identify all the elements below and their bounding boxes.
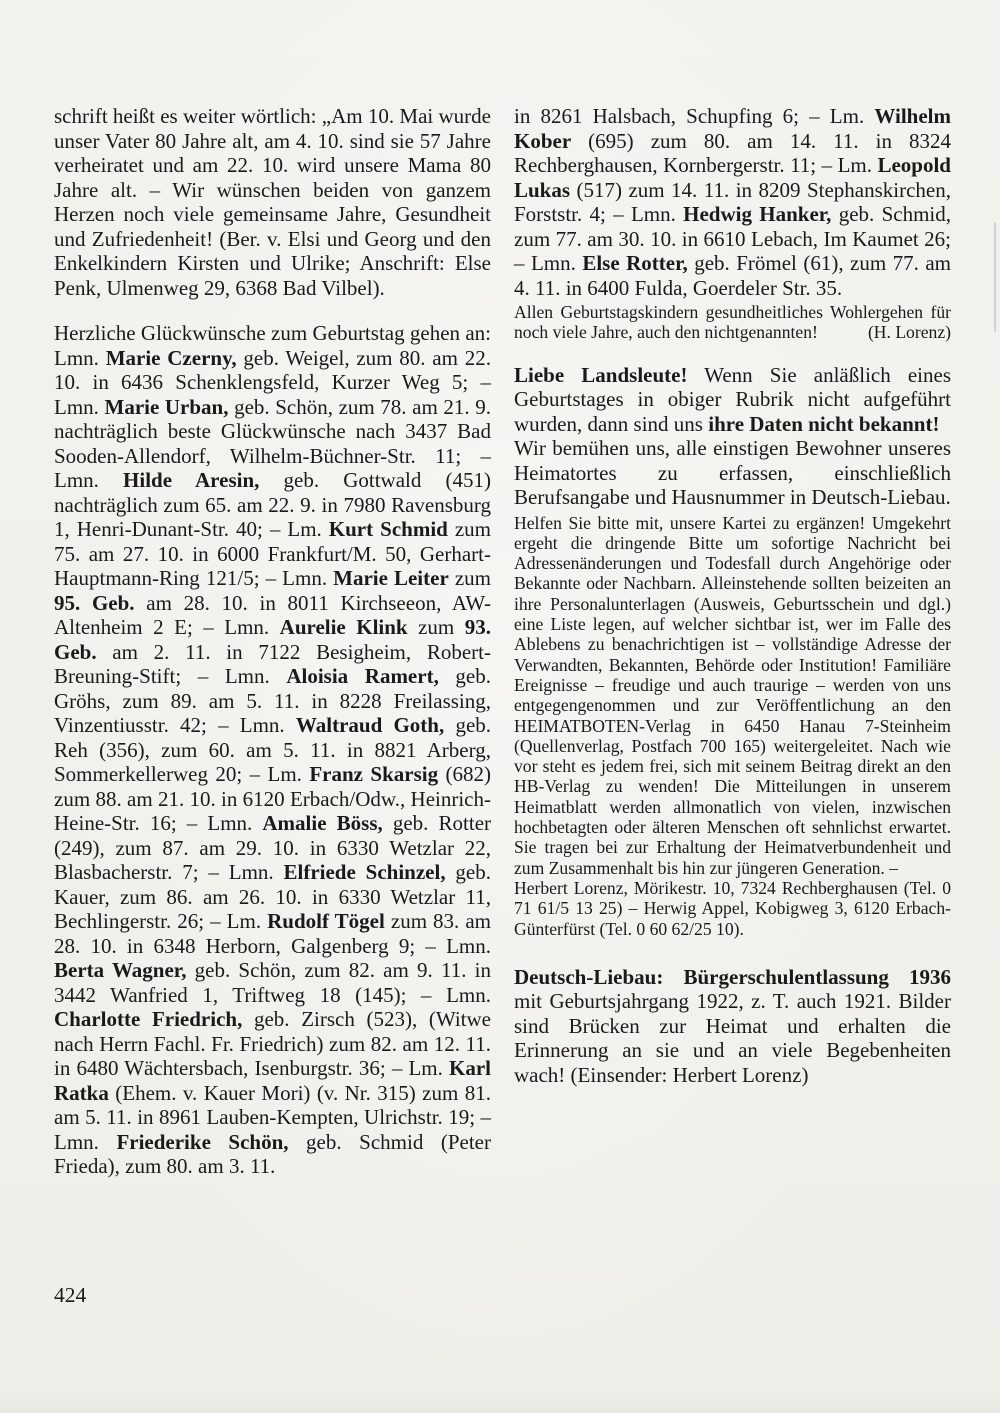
scan-artifact-line — [994, 222, 996, 332]
text-segment: in 8261 Halsbach, Schupfing 6; – Lm. — [514, 104, 875, 128]
bold-text: Hedwig Hanker, — [683, 202, 832, 226]
paragraph-birthday-wishes — [514, 302, 951, 343]
text-segment: geb. Schmid, zum 77. am 30. 10. in 6610 Lebach, Im Kaumet 26; – Lmn. — [514, 202, 951, 275]
text-segment: (695) zum 80. am 14. 11. in 8324 Rechberghausen, Kornbergerstr. 11; – Lm. — [514, 128, 951, 177]
text-segment: zum — [407, 615, 465, 639]
text-segment: zum 75. am 27. 10. in 6000 Frankfurt/M. 50, Gerhart-Hauptmann-Ring 121/5; – Lmn. — [54, 517, 491, 590]
bold-text: Amalie Böss, — [262, 811, 383, 835]
bold-text: Berta Wagner, — [54, 958, 187, 982]
text-segment: geb. Kauer, zum 86. am 26. 10. in 6330 Wetzlar 11, Bechlingerstr. 26; – Lm. — [54, 860, 491, 933]
bold-text: Charlotte Friedrich, — [54, 1007, 243, 1031]
bold-text: Wilhelm Kober — [514, 104, 951, 153]
bold-text: Aloisia Ramert, — [286, 664, 439, 688]
paragraph-birthday-list — [54, 321, 491, 1179]
text-segment: Herzliche Glückwünsche zum Geburtstag gehen an: Lmn. — [54, 321, 491, 370]
text-segment: am 2. 11. in 7122 Besigheim, Robert-Breuning-Stift; – Lmn. — [54, 639, 491, 688]
text-segment: geb. Gottwald (451) nachträglich zum 65. am 22. 9. in 7980 Ravensburg 1, Henri-Dunant-Str. 40; – Lm. — [54, 468, 491, 541]
paragraph-continuation — [54, 104, 491, 300]
bold-text: Marie Czerny, — [105, 345, 237, 370]
text-segment: zum — [448, 566, 491, 590]
bold-text: Karl Ratka — [54, 1056, 491, 1105]
bold-text: Liebe Landsleute! — [514, 362, 688, 387]
bold-text: 95. Geb. — [54, 590, 135, 615]
text-segment: schrift heißt es weiter wörtlich: „Am 10. Mai wurde unser Vater 80 Jahre alt, am 4. 10. sind sie 57 Jahre verheiratet und am 22. 10. wird unsere Mama 80 Jahre alt. – Wir wünschen beiden von ganzem Herzen noch viele gemeinsame Jahre, Gesundheit und Zufriedenheit! (Ber. v. Elsi und Georg und den Enkelkindern Kirsten und Ulrike; Anschrift: Else Penk, Ulmenweg 29, 6368 Bad Vilbel). — [54, 104, 491, 300]
text-segment: geb. Schön, zum 78. am 21. 9. nachträglich beste Glückwünsche nach 3437 Bad Sooden-Allendorf, Wilhelm-Büchner-Str. 11; – Lmn. — [54, 394, 491, 492]
bold-text: Aurelie Klink — [279, 615, 408, 639]
text-segment: mit Geburtsjahrgang 1922, z. T. auch 1921. Bilder sind Brücken zur Heimat und erhalten die Erinnerung an sie und an viele Begebenheiten wach! (Einsender: Herbert Lorenz) — [514, 989, 951, 1087]
paragraph-birthday-list-continued — [514, 104, 951, 300]
text-segment: Allen Geburtstagskindern gesundheitliches Wohlergehen für noch viele Jahre, auch den nichtgenannten! — [514, 302, 951, 343]
text-segment: Herbert Lorenz, Mörikestr. 10, 7324 Rechberghausen (Tel. 0 71 61/5 13 25) – Herwig Appel, Kobigweg 3, 6120 Erbach-Günterfürst (Tel. 0 60 62/25 10). — [514, 877, 951, 939]
paragraph-helfen-aufruf — [514, 513, 951, 878]
text-segment: (H. Lorenz) — [867, 322, 951, 343]
left-column — [54, 104, 491, 1179]
bold-text: ihre Daten nicht bekannt! — [708, 411, 940, 436]
bold-text: 93. Geb. — [54, 615, 491, 664]
text-segment: Helfen Sie bitte mit, unsere Kartei zu ergänzen! Umgekehrt ergeht die dringende Bitte um sofortige Nachricht bei Adressenänderungen und Todesfall durch Angehörige oder Bekannte oder Nachbarn. Alleinstehende sollten beizeiten an ihre Personalunterlagen (Ausweis, Geburtsschein und dgl.) eine Liste legen, auf welcher sichtbar ist, wer im Falle des Ablebens zu benachrichtigen ist – vollständige Adresse der Verwandten, Bekannten, Behörde oder Institution! Familiäre Ereignisse – freudige und auch traurige – werden von uns entgegengenommen und zur Veröffentlichung an den HEIMATBOTEN-Verlag in 6450 Hanau 7-Steinheim (Quellenverlag, Postfach 700 165) weitergeleitet. Nach wie vor steht es jedem frei, sich mit seinem Beitrag direkt an den HB-Verlag zu wenden! Die Mitteilungen in unserem Heimatblatt werden allmonatlich von vielen, inzwischen hochbetagten oder älteren Menschen oft sehnlichst erwartet. Sie tragen bei zur Erhaltung der Heimatverbundenheit und zum Zusammenhalt bis hin zur jüngeren Generation. – — [514, 512, 951, 878]
text-segment: geb. Weigel, zum 80. am 22. 10. in 6436 Schenklengsfeld, Kurzer Weg 5; – Lmn. — [54, 345, 491, 419]
bold-text: Rudolf Tögel — [267, 909, 385, 933]
paragraph-kontakt-adressen — [514, 878, 951, 939]
paragraph-wir-bemuehen — [514, 436, 951, 510]
bold-text: Kurt Schmid — [328, 517, 448, 541]
paragraph-liebe-landsleute — [514, 363, 951, 437]
bold-text: Marie Leiter — [333, 566, 449, 590]
text-segment: am 28. 10. in 8011 Kirchseeon, AW-Altenheim 2 E; – Lmn. — [54, 590, 491, 639]
text-segment: geb. Gröhs, zum 89. am 5. 11. in 8228 Freilassing, Vinzentiusstr. 42; – Lmn. — [54, 664, 491, 737]
text-segment: Wir bemühen uns, alle einstigen Bewohner unseres Heimatortes zu erfassen, einschließlich Berufsangabe und Hausnummer in Deutsch-Liebau. — [514, 436, 951, 510]
bold-text: Leopold Lukas — [514, 153, 951, 202]
bold-text: Deutsch-Liebau: Bürgerschulentlassung 1936 — [514, 964, 951, 989]
text-segment: (517) zum 14. 11. in 8209 Stephanskirchen, Forststr. 4; – Lmn. — [514, 177, 951, 226]
text-segment: geb. Schmid (Peter Frieda), zum 80. am 3. 11. — [54, 1129, 491, 1178]
text-segment: geb. Zirsch (523), (Witwe nach Herrn Fachl. Fr. Friedrich) zum 82. am 12. 11. in 6480 Wächtersbach, Isenburgstr. 36; – Lm. — [54, 1007, 491, 1080]
right-column — [514, 104, 951, 1087]
scan-artifact-shadow — [0, 1385, 1000, 1413]
bold-text: Marie Urban, — [104, 394, 229, 419]
bold-text: Franz Skarsig — [309, 762, 439, 786]
bold-text: Waltraud Goth, — [295, 713, 445, 737]
text-segment: geb. Rotter (249), zum 87. am 29. 10. in 6330 Wetzlar 22, Blasbacherstr. 7; – Lmn. — [54, 811, 492, 884]
text-segment: geb. Frömel (61), zum 77. am 4. 11. in 6400 Fulda, Goerdeler Str. 35. — [514, 251, 951, 300]
paragraph-schulentlassung — [514, 965, 951, 1088]
bold-text: Friederike Schön, — [116, 1129, 289, 1154]
bold-text: Elfriede Schinzel, — [283, 860, 446, 884]
text-segment: geb. Reh (356), zum 60. am 5. 11. in 8821 Arberg, Sommerkellerweg 20; – Lm. — [54, 713, 492, 786]
text-segment: Wenn Sie anläßlich eines Geburtstages in obiger Rubrik nicht aufgeführt wurden, dann sind uns — [514, 362, 951, 436]
text-segment: (Ehem. v. Kauer Mori) (v. Nr. 315) zum 81. am 5. 11. in 8961 Lauben-Kempten, Ulrichstr. 19; – Lmn. — [54, 1080, 491, 1154]
text-segment: geb. Schön, zum 82. am 9. 11. in 3442 Wanfried 1, Triftweg 18 (145); – Lmn. — [54, 958, 492, 1007]
bold-text: Else Rotter, — [582, 251, 688, 275]
text-segment: zum 83. am 28. 10. in 6348 Herborn, Galgenberg 9; – Lmn. — [54, 909, 492, 958]
bold-text: Hilde Aresin, — [123, 468, 260, 492]
page-number: 424 — [54, 1283, 87, 1307]
text-segment: (682) zum 88. am 21. 10. in 6120 Erbach/Odw., Heinrich-Heine-Str. 16; – Lmn. — [54, 762, 491, 835]
